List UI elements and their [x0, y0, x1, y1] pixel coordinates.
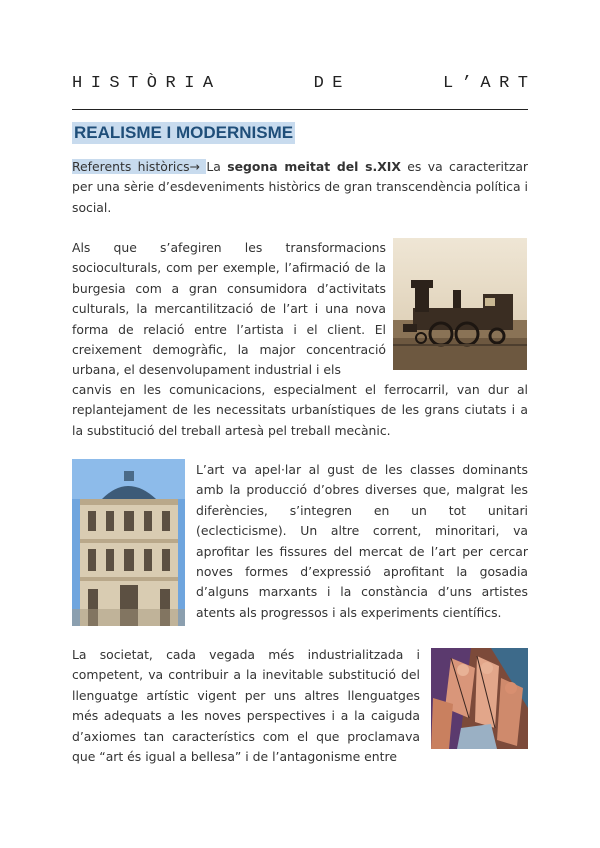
- paragraph-referents: Referents històrics→ La segona meitat del s.XIX es va caracteritzar per una sèrie d’esdeveniments històrics de gran transcendència política i social.: [72, 159, 529, 215]
- paragraph-eclecticism: L’art va apel·lar al gust de les classes dominants amb la producció d’obres diverses que, malgrat les diferències, s’integren en un tot unitari (eclecticisme). Un altre corrent, minoritari, va aprofitar les fissures del mercat de l’art per cercar noves formes d’expressió aprofitant la gosadia d’alguns marxants i la constància d’uns artistes atents als progressos i als experiments científics.: [196, 462, 528, 620]
- header-word-1: H I S T Ò R I A: [72, 74, 214, 93]
- header-word-3: L ’ A R T: [442, 74, 528, 93]
- referents-label: Referents històrics→: [72, 159, 207, 174]
- paragraph-transformations-continued: canvis en les comunicacions, especialment el ferrocarril, van dur al replantejament de les necessitats urbanístiques de les grans ciutats i a la substitució del treball artesà pel treball mecànic.: [72, 382, 528, 438]
- document-header: [72, 74, 528, 93]
- paragraph-transformations: Als que s’afegiren les transformacions socioculturals, com per exemple, l’afirmació de la burgesia com a gran consumidora d’activitats culturals, la mercantilització de l’art i una nova forma de relació entre l’artista i el client. El creixement demogràfic, la major concentració urbana, el desenvolupament industrial i els: [72, 240, 386, 378]
- header-divider: [72, 109, 528, 110]
- section-title: REALISME I MODERNISME: [74, 123, 294, 142]
- header-word-2: D E: [313, 74, 343, 93]
- steam-locomotive-image: [393, 238, 527, 370]
- highlighted-period: segona meitat del s.XIX: [227, 159, 401, 174]
- louvre-palace-image: [72, 459, 185, 626]
- cubist-painting-image: [431, 648, 528, 749]
- paragraph-society: La societat, cada vegada més industrialitzada i competent, va contribuir a la inevitable substitució del llenguatge artístic vigent per uns altres llenguatges més adequats a les noves perspectives i a la caiguda d’axiomes tan característics com el que proclamava que “art és igual a bellesa” i de l’antagonisme entre: [72, 647, 420, 765]
